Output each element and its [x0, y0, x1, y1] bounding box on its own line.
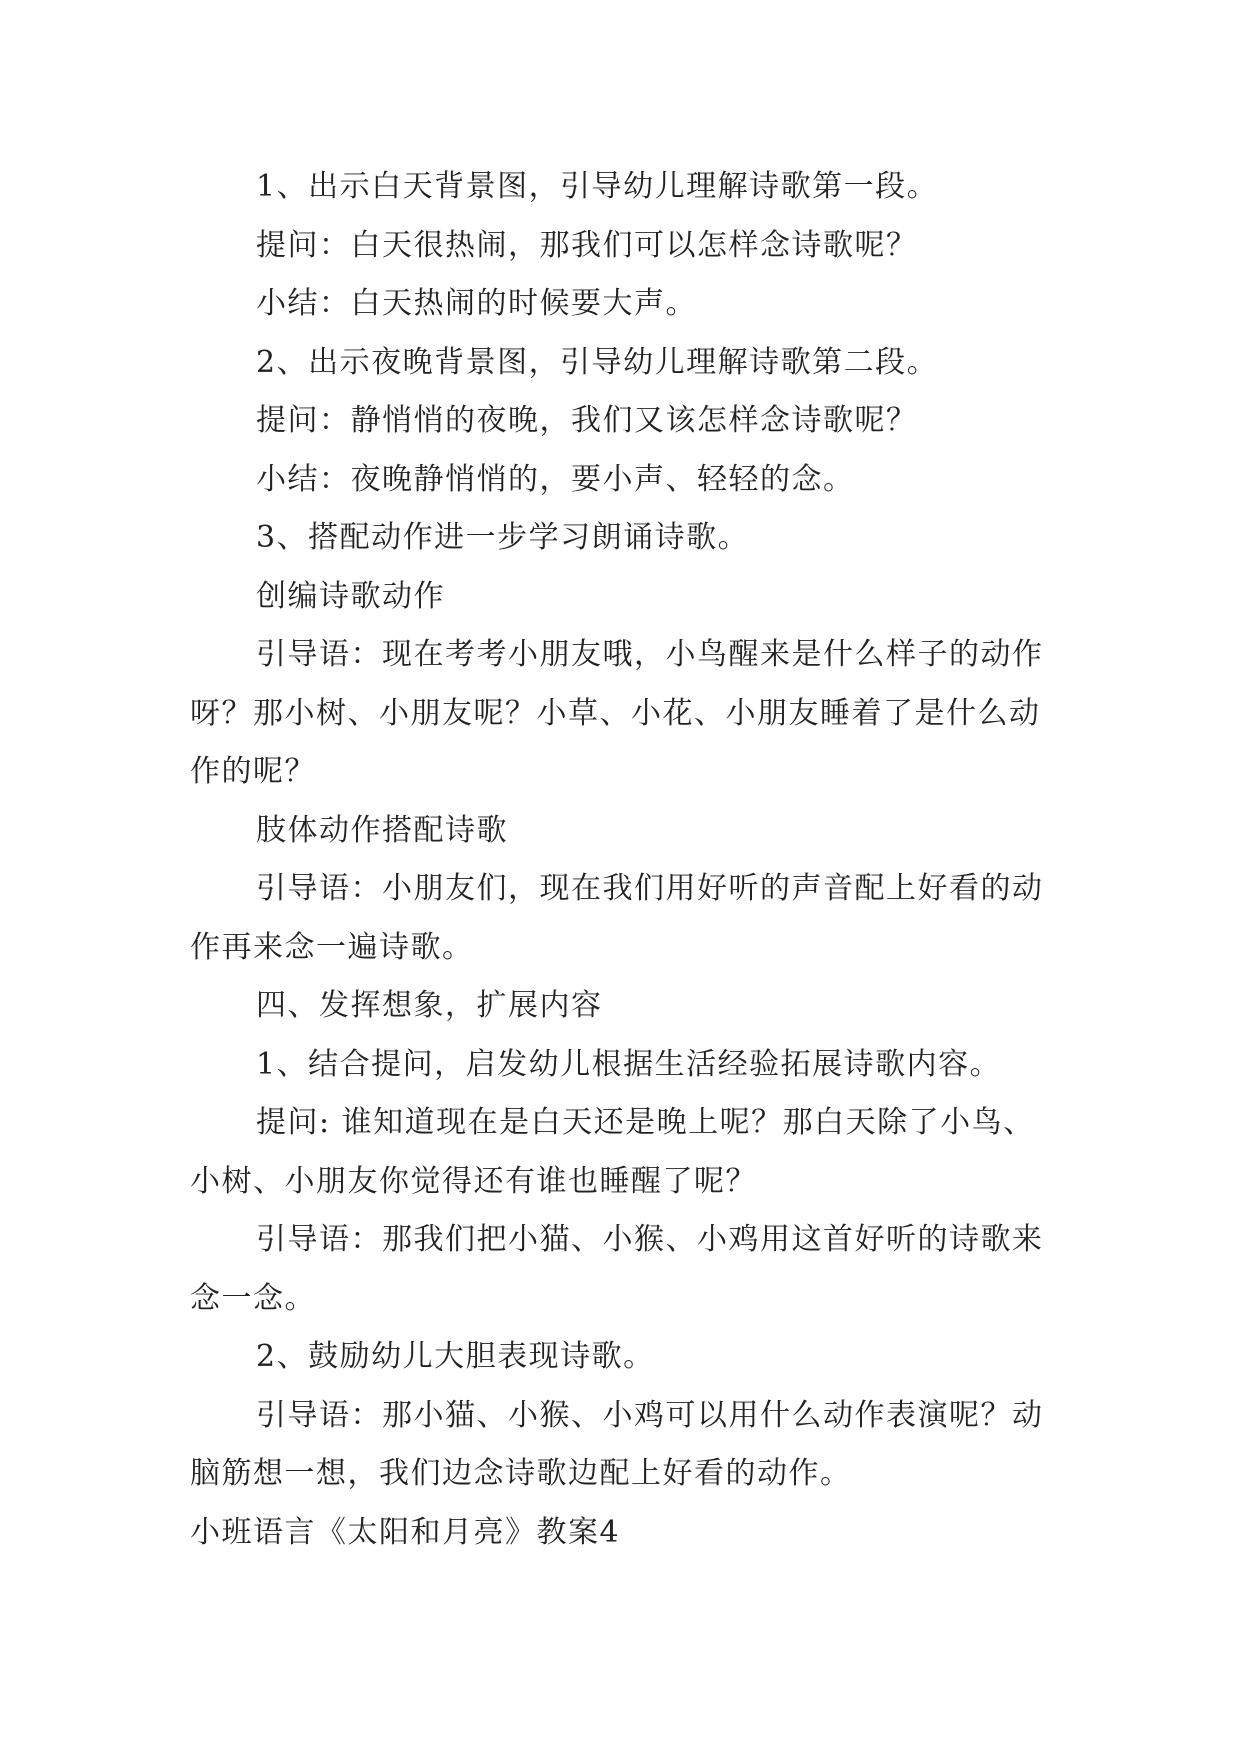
paragraph-guide-create-actions: 引导语：现在考考小朋友哦，小鸟醒来是什么样子的动作呀？那小树、小朋友呢？小草、小花、小朋友睡着了是什么动作的呢？ — [190, 637, 1044, 789]
paragraph-section-four-heading: 四、发挥想象，扩展内容 — [256, 988, 603, 1023]
paragraph-body-actions-heading: 肢体动作搭配诗歌 — [256, 812, 508, 848]
paragraph-summary-night: 小结：夜晚静悄悄的，要小声、轻轻的念。 — [256, 461, 855, 497]
paragraph-question-expand: 提问: 谁知道现在是白天还是晚上呢？那白天除了小鸟、小树、小朋友你觉得还有谁也睡醒了呢？ — [190, 1105, 1035, 1199]
paragraph-step-2-night: 2、出示夜晚背景图，引导幼儿理解诗歌第二段。 — [256, 344, 939, 380]
paragraph-step-3-actions: 3、搭配动作进一步学习朗诵诗歌。 — [256, 520, 750, 555]
paragraph-guide-body-actions: 引导语：小朋友们，现在我们用好听的声音配上好看的动作再来念一遍诗歌。 — [190, 871, 1044, 965]
paragraph-question-night: 提问：静悄悄的夜晚，我们又该怎样念诗歌呢？ — [256, 403, 918, 438]
lesson-plan-title: 小班语言《太阳和月亮》教案4 — [190, 1514, 621, 1550]
paragraph-step-2-perform: 2、鼓励幼儿大胆表现诗歌。 — [256, 1339, 655, 1374]
paragraph-summary-daytime: 小结：白天热闹的时候要大声。 — [256, 286, 697, 321]
paragraph-guide-perform: 引导语：那小猫、小猴、小鸡可以用什么动作表演呢？动脑筋想一想，我们边念诗歌边配上好看的动作。 — [190, 1397, 1044, 1491]
paragraph-step-1-expand: 1、结合提问，启发幼儿根据生活经验拓展诗歌内容。 — [256, 1046, 1002, 1082]
document-body — [190, 158, 1060, 1562]
paragraph-question-daytime: 提问：白天很热闹，那我们可以怎样念诗歌呢？ — [256, 227, 918, 263]
paragraph-create-actions-heading: 创编诗歌动作 — [256, 578, 445, 614]
paragraph-step-1-daytime: 1、出示白天背景图，引导幼儿理解诗歌第一段。 — [256, 169, 939, 204]
paragraph-guide-expand: 引导语：那我们把小猫、小猴、小鸡用这首好听的诗歌来念一念。 — [190, 1222, 1044, 1316]
